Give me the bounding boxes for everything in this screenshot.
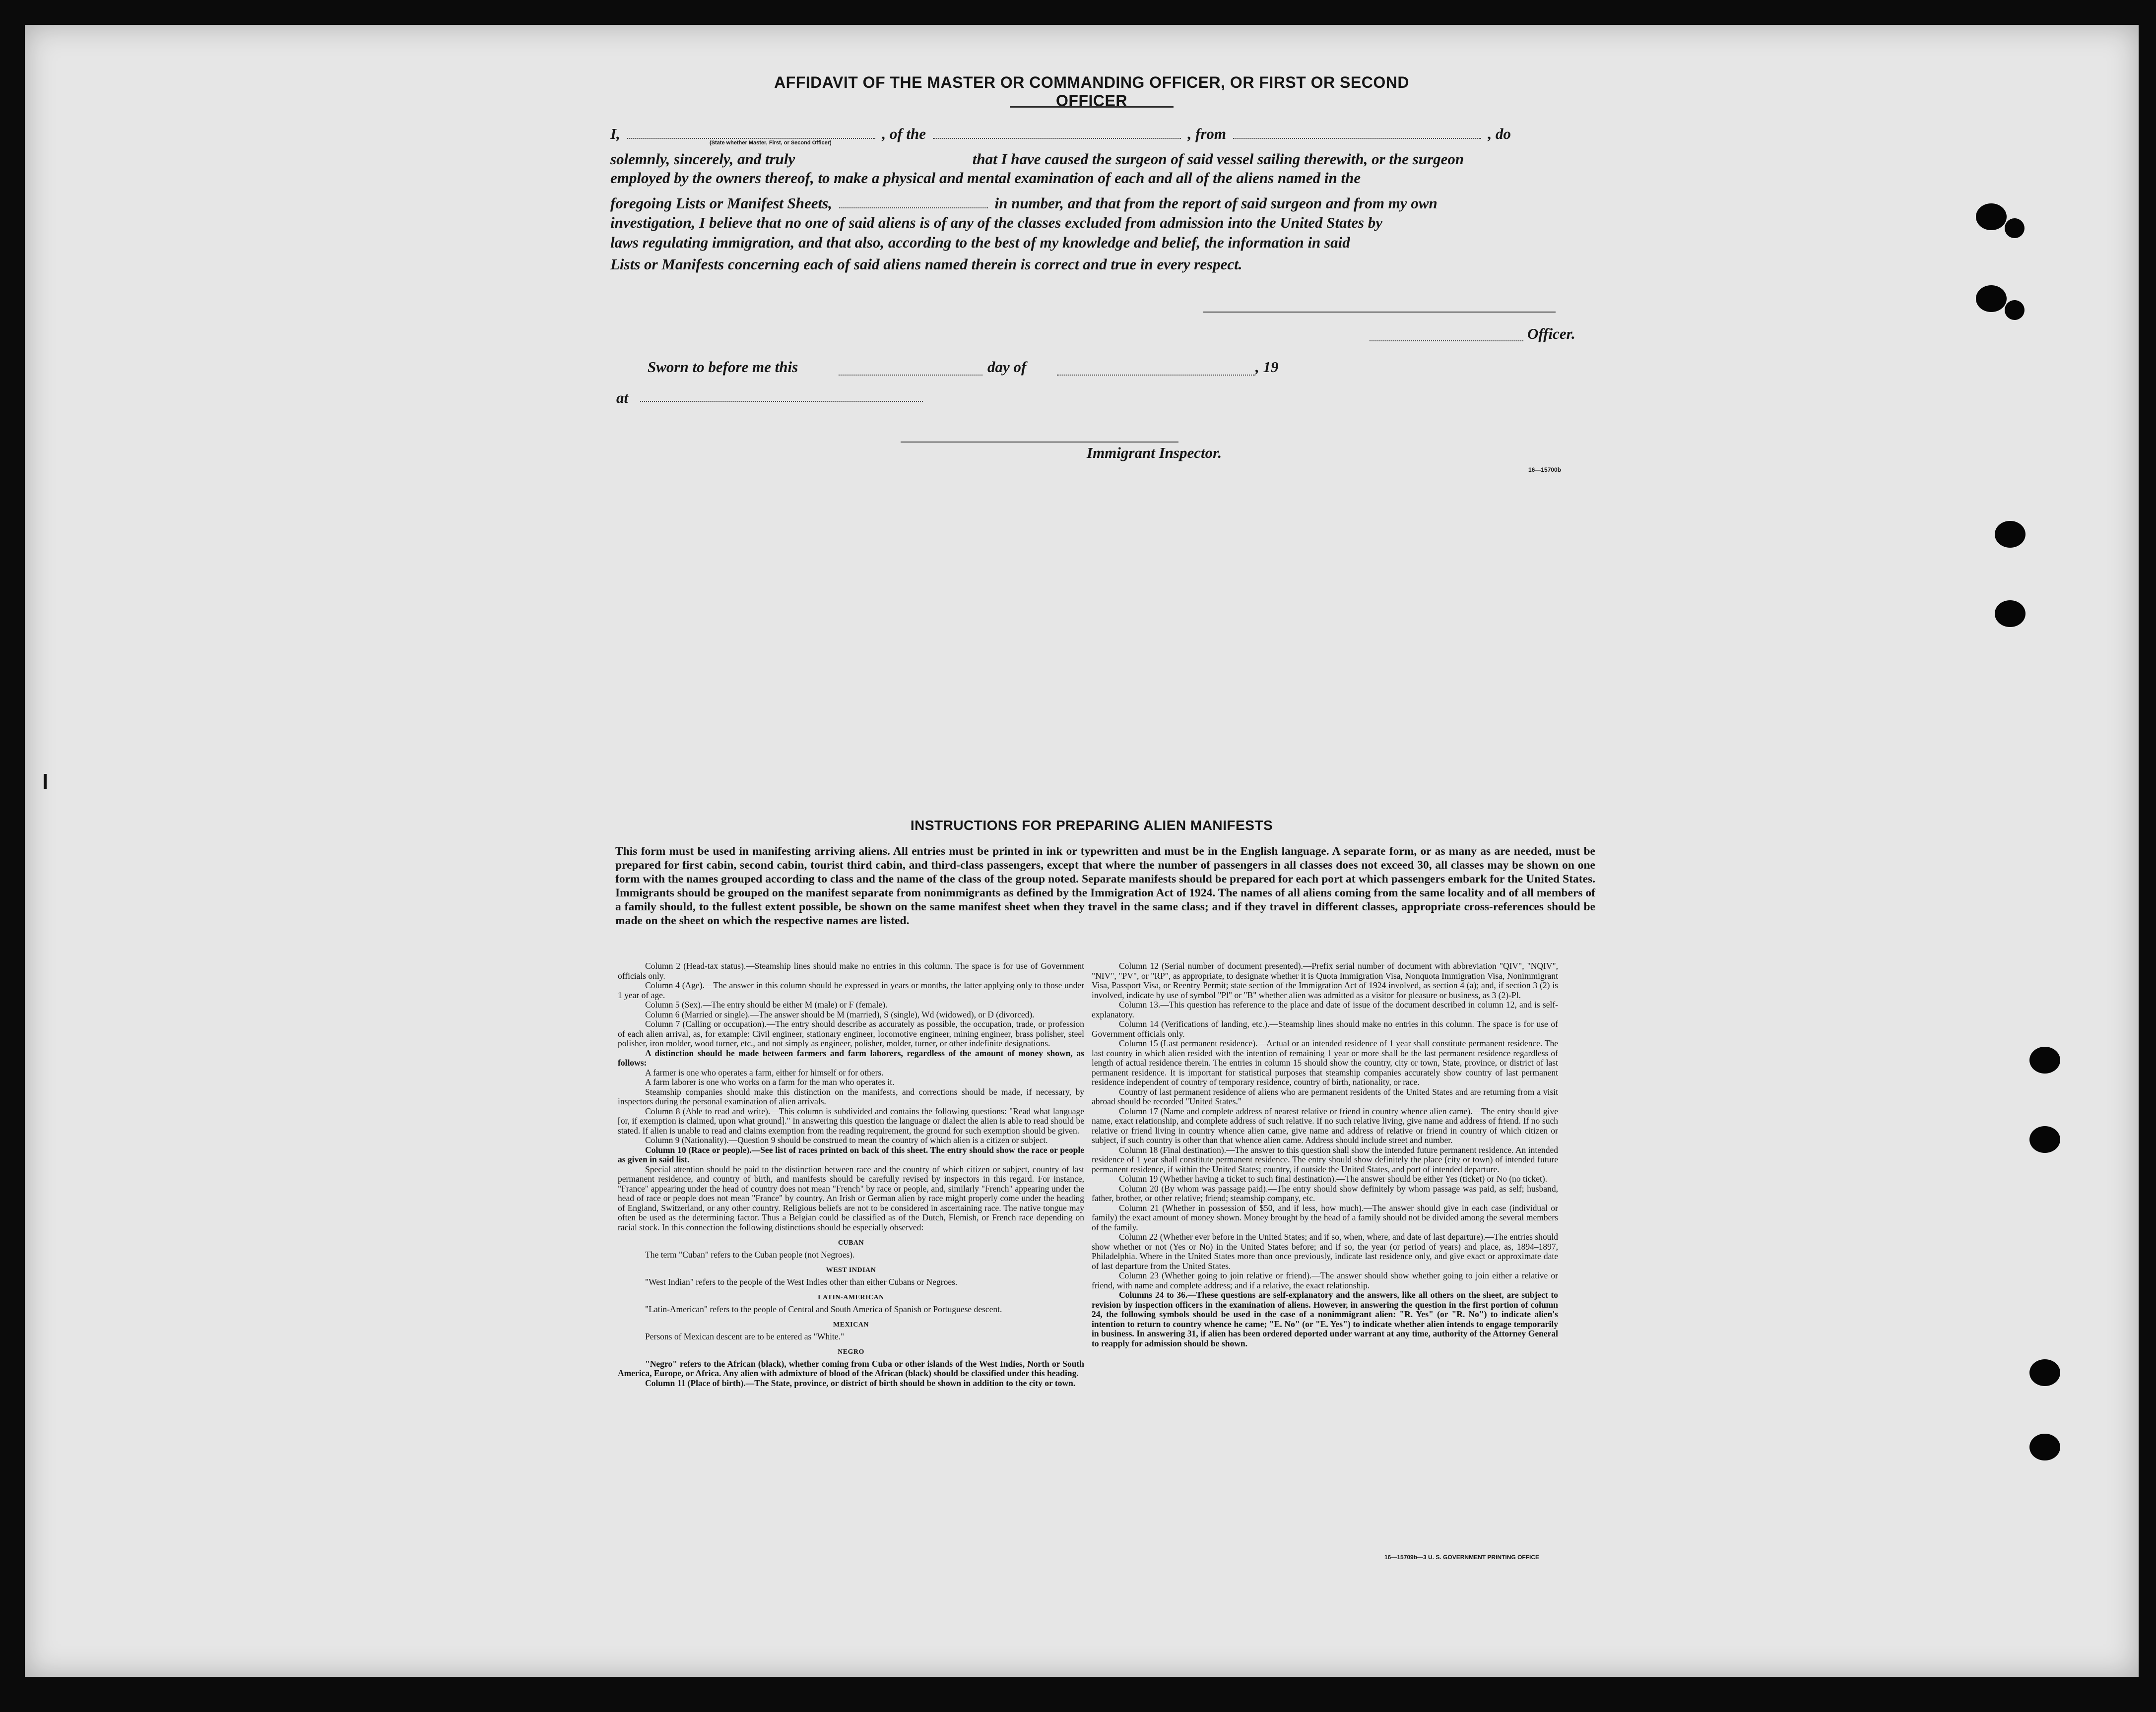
race-heading: WEST INDIAN <box>826 1267 876 1274</box>
form-number: 16—15700b <box>1528 466 1562 473</box>
race-heading: CUBAN <box>838 1239 864 1247</box>
inspector-signature-line[interactable] <box>901 442 1178 443</box>
instruction-paragraph: Column 17 (Name and complete address of nearest relative or friend in country whence alien came).—The entry should give name, exact relationship, and complete address of such relative. If no such relative living, give name and address of friend. If no such relative or friend living in country whence alien came, give name and address of relative or friend in country of which citizen or subject, if such country is other than that whence alien came. Address should include street and number. <box>1092 1106 1558 1145</box>
race-note: "Latin-American" refers to the people of Central and South America of Spanish or Portuguese descent. <box>645 1304 1002 1314</box>
instruction-paragraph: A farmer is one who operates a farm, either for himself or for others. <box>645 1067 884 1078</box>
day-of-label: day of <box>987 358 1027 376</box>
officer-title-line[interactable] <box>1370 340 1523 341</box>
instructions-right-column <box>1092 961 1558 1348</box>
at-label: at <box>616 389 629 406</box>
instruction-paragraph: Column 20 (By whom was passage paid).—The entry should show definitely by whom passage was paid, as self; husband, father, brother, or other relative; friend; steamship company, etc. <box>1092 1183 1558 1203</box>
of-the-label: , of the <box>882 125 926 142</box>
race-note: Persons of Mexican descent are to be entered as "White." <box>645 1331 845 1341</box>
affidavit-text: in number, and that from the report of said surgeon and from my own <box>994 194 1437 212</box>
edge-mark <box>44 774 47 789</box>
instruction-paragraph: Column 22 (Whether ever before in the United States; and if so, when, where, and date of last departure).—The entries should show whether or not (Yes or No) in the United States before; and if so, the year (or period of years) and place, as, 1894–1897, Philadelphia. Where in the United States more than once previously, indicate last residence only, and give exact or approximate date of last departure from the United States. <box>1092 1232 1558 1271</box>
instruction-paragraph: Column 5 (Sex).—The entry should be either M (male) or F (female). <box>645 1000 888 1010</box>
race-note: "West Indian" refers to the people of the West Indies other than either Cubans or Negroes. <box>645 1276 958 1287</box>
instruction-paragraph: Column 6 (Married or single).—The answer should be M (married), S (single), Wd (widowed), or D (divorced). <box>645 1009 1035 1019</box>
affidavit-text: solemnly, sincerely, and truly <box>610 150 795 168</box>
instruction-paragraph: Column 15 (Last permanent residence).—Actual or an intended residence of 1 year shall constitute permanent residence. The last country in which alien resided with the intention of remaining 1 year or more shall be the last permanent residence regardless of length of actual residence therein. The entries in column 15 should show the country, city or town, State, province, or district of last permanent residence. It is important for statistical purposes that steamship companies accurately show country of last permanent residence independent of country of temporary residence, country of birth, nationality, or race. <box>1092 1038 1558 1087</box>
race-heading: LATIN-AMERICAN <box>818 1294 884 1301</box>
instruction-paragraph: Columns 24 to 36.—These questions are self-explanatory and the answers, like all others on the sheet, are subject to revision by inspection officers in the examination of aliens. However, in answering the question in the first portion of column 24, the following symbols should be used in the case of a nonimmigrant alien: "R. Yes" (or "R. No") to indicate alien's intention to return to country whence he came; "E. No" (or "E. Yes") to indicate whether alien intends to engage temporarily in business. In answering 31, if alien has been ordered deported under warrant at any time, authority of the Attorney General to reapply for admission should be shown. <box>1092 1290 1558 1348</box>
instructions-left-column <box>618 961 1084 1388</box>
affidavit-text: that I have caused the surgeon of said vessel sailing therewith, or the surgeon <box>972 150 1464 168</box>
sworn-day-field[interactable] <box>839 375 982 376</box>
affidavit-line-6: laws regulating immigration, and that also, according to the best of my knowledge and belief, the information in said <box>610 234 1350 251</box>
instruction-paragraph: Country of last permanent residence of aliens who are permanent residents of the United States and are returning from a visit abroad should be recorded "United States." <box>1092 1086 1558 1106</box>
instruction-paragraph: Column 12 (Serial number of document presented).—Prefix serial number of document with abbreviation "QIV", "NQIV", "NIV", "PV", or "RP", as appropriate, to designate whether it is Quota Immigration Visa, Nonquota Immigration Visa, Nonimmigrant Visa, Passport Visa, or Reentry Permit; state section of the Immigration Act of 1924 involved, as section 4 (a); and, if section 3 (2) is involved, indicate by use of symbol "Pl" or "B" whether alien was admitted as a visitor for pleasure or business, as 3 (2)-Pl. <box>1092 961 1558 1000</box>
instruction-paragraph: Column 11 (Place of birth).—The State, province, or district of birth should be shown in addition to the city or town. <box>645 1378 1076 1388</box>
rank-note: (State whether Master, First, or Second Officer) <box>710 140 832 146</box>
from-label: , from <box>1187 125 1227 142</box>
race-note: "Negro" refers to the African (black), whether coming from Cuba or other islands of the West Indies, North or South America, Europe, or Africa. Any alien with admixture of blood of the African (black) should be classified under this heading. <box>618 1358 1084 1378</box>
affidavit-title: AFFIDAVIT OF THE MASTER OR COMMANDING OFFICER, OR FIRST OR SECOND OFFICER <box>774 73 1409 110</box>
number-of-aliens-field[interactable] <box>839 188 988 208</box>
port-from-field[interactable] <box>1233 118 1481 139</box>
instruction-paragraph: Column 21 (Whether in possession of $50, and if less, how much).—The answer should give in each case (individual or family) the exact amount of money shown. Money brought by the head of a family should not be divided among the several members of the family. <box>1092 1203 1558 1232</box>
instruction-paragraph: Column 9 (Nationality).—Question 9 should be construed to mean the country of which alien is a citizen or subject. <box>645 1135 1048 1145</box>
instruction-paragraph: Special attention should be paid to the distinction between race and the country of which citizen or subject, country of last permanent residence, and country of birth, and manifests should be carefully revised by inspectors in this regard. For instance, "France" appearing under the head of country does not mean "French" by race or people, and, similarly "French" appearing under the head of race or people does not mean "France" by country. An Irish or German alien by race might properly come under the heading of England, Switzerland, or any other country. Religious beliefs are not to be considered in ascertaining race. The native tongue may often be used as the determining factor. Thus a Belgian could be classified as of the Dutch, Flemish, or French race depending on racial stock. In this connection the following distinctions should be especially observed: <box>618 1164 1084 1232</box>
vessel-name-field[interactable] <box>933 118 1181 139</box>
binder-hole <box>2029 1126 2060 1153</box>
spacer <box>802 144 966 164</box>
binder-hole <box>1995 600 2025 627</box>
i-label: I, <box>610 125 620 142</box>
instruction-paragraph: Column 13.—This question has reference to the place and date of issue of the document described in column 12, and is self-explanatory. <box>1092 1000 1558 1019</box>
instruction-paragraph: A farm laborer is one who works on a farm for the man who operates it. <box>645 1077 895 1087</box>
instruction-paragraph: Column 2 (Head-tax status).—Steamship lines should make no entries in this column. The space is for use of Government officials only. <box>618 961 1084 981</box>
instruction-paragraph: A distinction should be made between farmers and farm laborers, regardless of the amount of money shown, as follows: <box>618 1048 1084 1068</box>
binder-hole <box>2029 1047 2060 1074</box>
do-label: , do <box>1488 125 1511 142</box>
year-label: , 19 <box>1255 358 1279 376</box>
instruction-paragraph: Column 14 (Verifications of landing, etc.).—Steamship lines should make no entries in this column. The space is for use of Government officials only. <box>1092 1019 1558 1039</box>
binder-hole <box>2005 218 2025 238</box>
instruction-paragraph: Column 18 (Final destination).—The answer to this question shall show the intended future permanent residence. An intended residence of 1 year shall constitute permanent residence. The entry should show definitely the place (city or town) of intended future permanent residence, if within the United States; country, if outside the United States, and port of intended departure. <box>1092 1144 1558 1174</box>
instructions-title: INSTRUCTIONS FOR PREPARING ALIEN MANIFESTS <box>910 818 1273 833</box>
binder-hole <box>2029 1359 2060 1386</box>
instructions-intro: This form must be used in manifesting arriving aliens. All entries must be printed in ink or typewritten and must be in the English language. A separate form, or as many as are needed, must be prepared for first cabin, second cabin, tourist third cabin, and third-class passengers, except that where the number of passengers in all classes does not exceed 30, all classes may be shown on one form with the names grouped according to class and the name of the class of the group noted. Separate manifests should be prepared for each port at which passengers embark for the United States. Immigrants should be grouped on the manifest separate from nonimmigrants as defined by the Immigration Act of 1924. The names of all aliens coming from the same locality and of all members of a family should, to the fullest extent possible, be shown on the same manifest sheet when they travel in the same class; and if they travel in different classes, appropriate cross-references should be made on the sheet on which the respective names are listed. <box>615 845 1595 927</box>
affidavit-line-5: investigation, I believe that no one of said aliens is of any of the classes excluded from admission into the United States by <box>610 214 1383 231</box>
binder-hole <box>1995 521 2025 548</box>
instruction-paragraph: Column 4 (Age).—The answer in this column should be expressed in years or months, the latter applying only to those under 1 year of age. <box>618 980 1084 1000</box>
instruction-paragraph: Steamship companies should make this distinction on the manifests, and corrections should be made, if necessary, by inspectors during the personal examination of alien arrivals. <box>618 1086 1084 1106</box>
race-heading: MEXICAN <box>833 1321 869 1329</box>
affidavit-line-7: Lists or Manifests concerning each of said aliens named therein is correct and true in every respect. <box>610 255 1242 273</box>
instruction-paragraph: Column 19 (Whether having a ticket to such final destination).—The answer should be either Yes (ticket) or No (no ticket). <box>1119 1174 1548 1184</box>
instruction-paragraph: Column 23 (Whether going to join relative or friend).—The answer should show whether going to join either a relative or friend, with name and complete address; and if a relative, the exact relationship. <box>1092 1270 1558 1290</box>
officer-label: Officer. <box>1527 325 1575 342</box>
inspector-label: Immigrant Inspector. <box>1087 444 1222 461</box>
affidavit-text: foregoing Lists or Manifest Sheets, <box>610 194 832 212</box>
instruction-paragraph: Column 8 (Able to read and write).—This column is subdivided and contains the following questions: "Read what language [or, if exemption is claimed, upon what ground]." In answering this question the language or dialect the alien is able to read should be stated. If alien is unable to read and claims exemption from the reading requirement, the ground for such exemption should be given. <box>618 1106 1084 1136</box>
binder-hole <box>2005 300 2025 320</box>
binder-hole <box>1976 285 2007 312</box>
binder-hole <box>2029 1434 2060 1460</box>
sworn-label: Sworn to before me this <box>648 358 798 376</box>
sworn-month-field[interactable] <box>1057 375 1255 376</box>
instruction-paragraph: Column 10 (Race or people).—See list of races printed on back of this sheet. The entry should show the race or people as given in said list. <box>618 1144 1084 1164</box>
race-heading: NEGRO <box>838 1348 864 1356</box>
sworn-place-field[interactable] <box>640 401 923 402</box>
race-note: The term "Cuban" refers to the Cuban people (not Negroes). <box>645 1249 855 1260</box>
affidavit-line-3: employed by the owners thereof, to make a physical and mental examination of each and all of the aliens named in the <box>610 169 1361 187</box>
officer-rank-field[interactable] <box>627 118 875 139</box>
printing-office-footer: 16—15709b—3 U. S. GOVERNMENT PRINTING OFFICE <box>1384 1554 1540 1561</box>
title-rule <box>1010 106 1174 108</box>
instruction-paragraph: Column 7 (Calling or occupation).—The entry should describe as accurately as possible, the occupation, trade, or profession of each alien arrival, as, for example: Civil engineer, stationary engineer, locomotive engineer, mining engineer, brass polisher, steel polisher, iron molder, wood turner, etc., and not simply as engineer, polisher, molder, turner, or other indefinite designations. <box>618 1019 1084 1048</box>
binder-hole <box>1976 203 2007 230</box>
officer-signature-line[interactable] <box>1203 312 1556 313</box>
